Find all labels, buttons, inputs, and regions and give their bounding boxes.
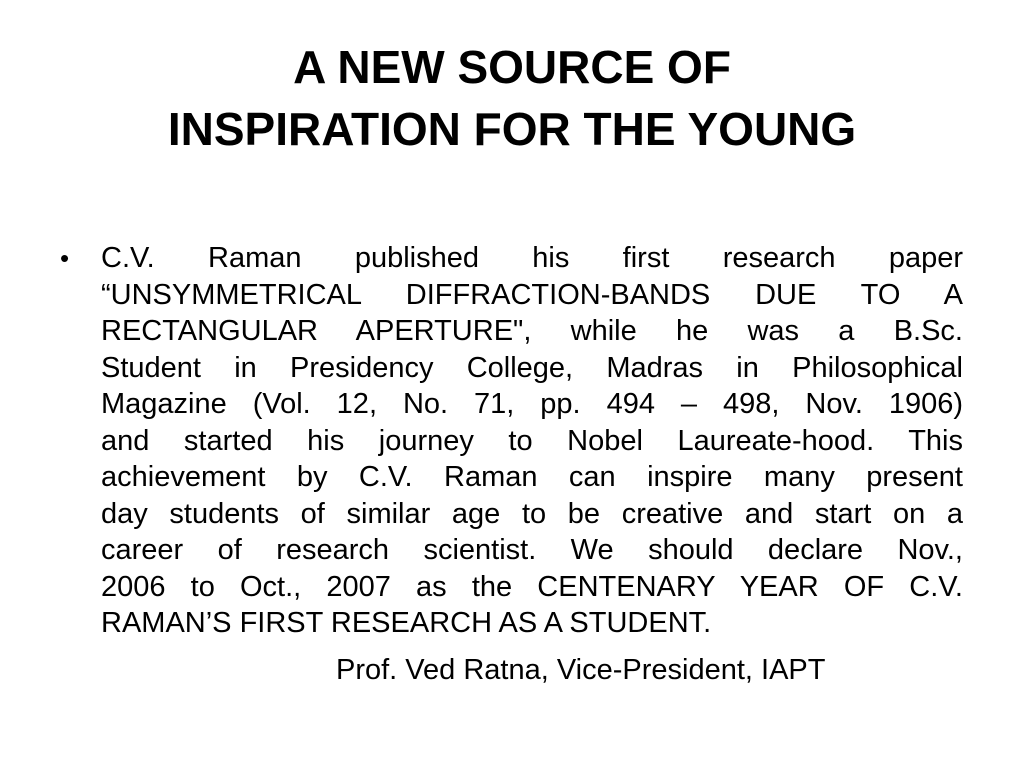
body-line: Magazine (Vol. 12, No. 71, pp. 494 – 498, Nov. 1906)	[101, 388, 963, 420]
body-line: achievement by C.V. Raman can inspire many present	[101, 461, 963, 493]
title-line-1: A NEW SOURCE OF	[293, 41, 731, 93]
body-line: 2006 to Oct., 2007 as the CENTENARY YEAR OF C.V.	[101, 570, 963, 603]
body-line: Student in Presidency College, Madras in Philosophical	[101, 351, 963, 384]
slide-title	[40, 36, 984, 160]
bullet-icon: •	[60, 243, 70, 273]
body-line: day students of similar age to be creative and start on a	[101, 497, 963, 530]
body-line: RAMAN’S FIRST RESEARCH AS A STUDENT.	[101, 607, 712, 639]
body-line: career of research scientist. We should declare Nov.,	[101, 534, 963, 566]
body-line: C.V. Raman published his first research paper	[101, 242, 963, 274]
title-line-2: INSPIRATION FOR THE YOUNG	[167, 103, 857, 155]
body-line: and started his journey to Nobel Laureate-hood. This	[101, 424, 963, 457]
bullet-text	[101, 240, 963, 642]
body-line: “UNSYMMETRICAL DIFFRACTION-BANDS DUE TO A	[101, 278, 963, 311]
bullet-item	[60, 240, 964, 642]
body-line: RECTANGULAR APERTURE", while he was a B.Sc.	[101, 315, 963, 347]
attribution: Prof. Ved Ratna, Vice-President, IAPT	[336, 654, 826, 686]
